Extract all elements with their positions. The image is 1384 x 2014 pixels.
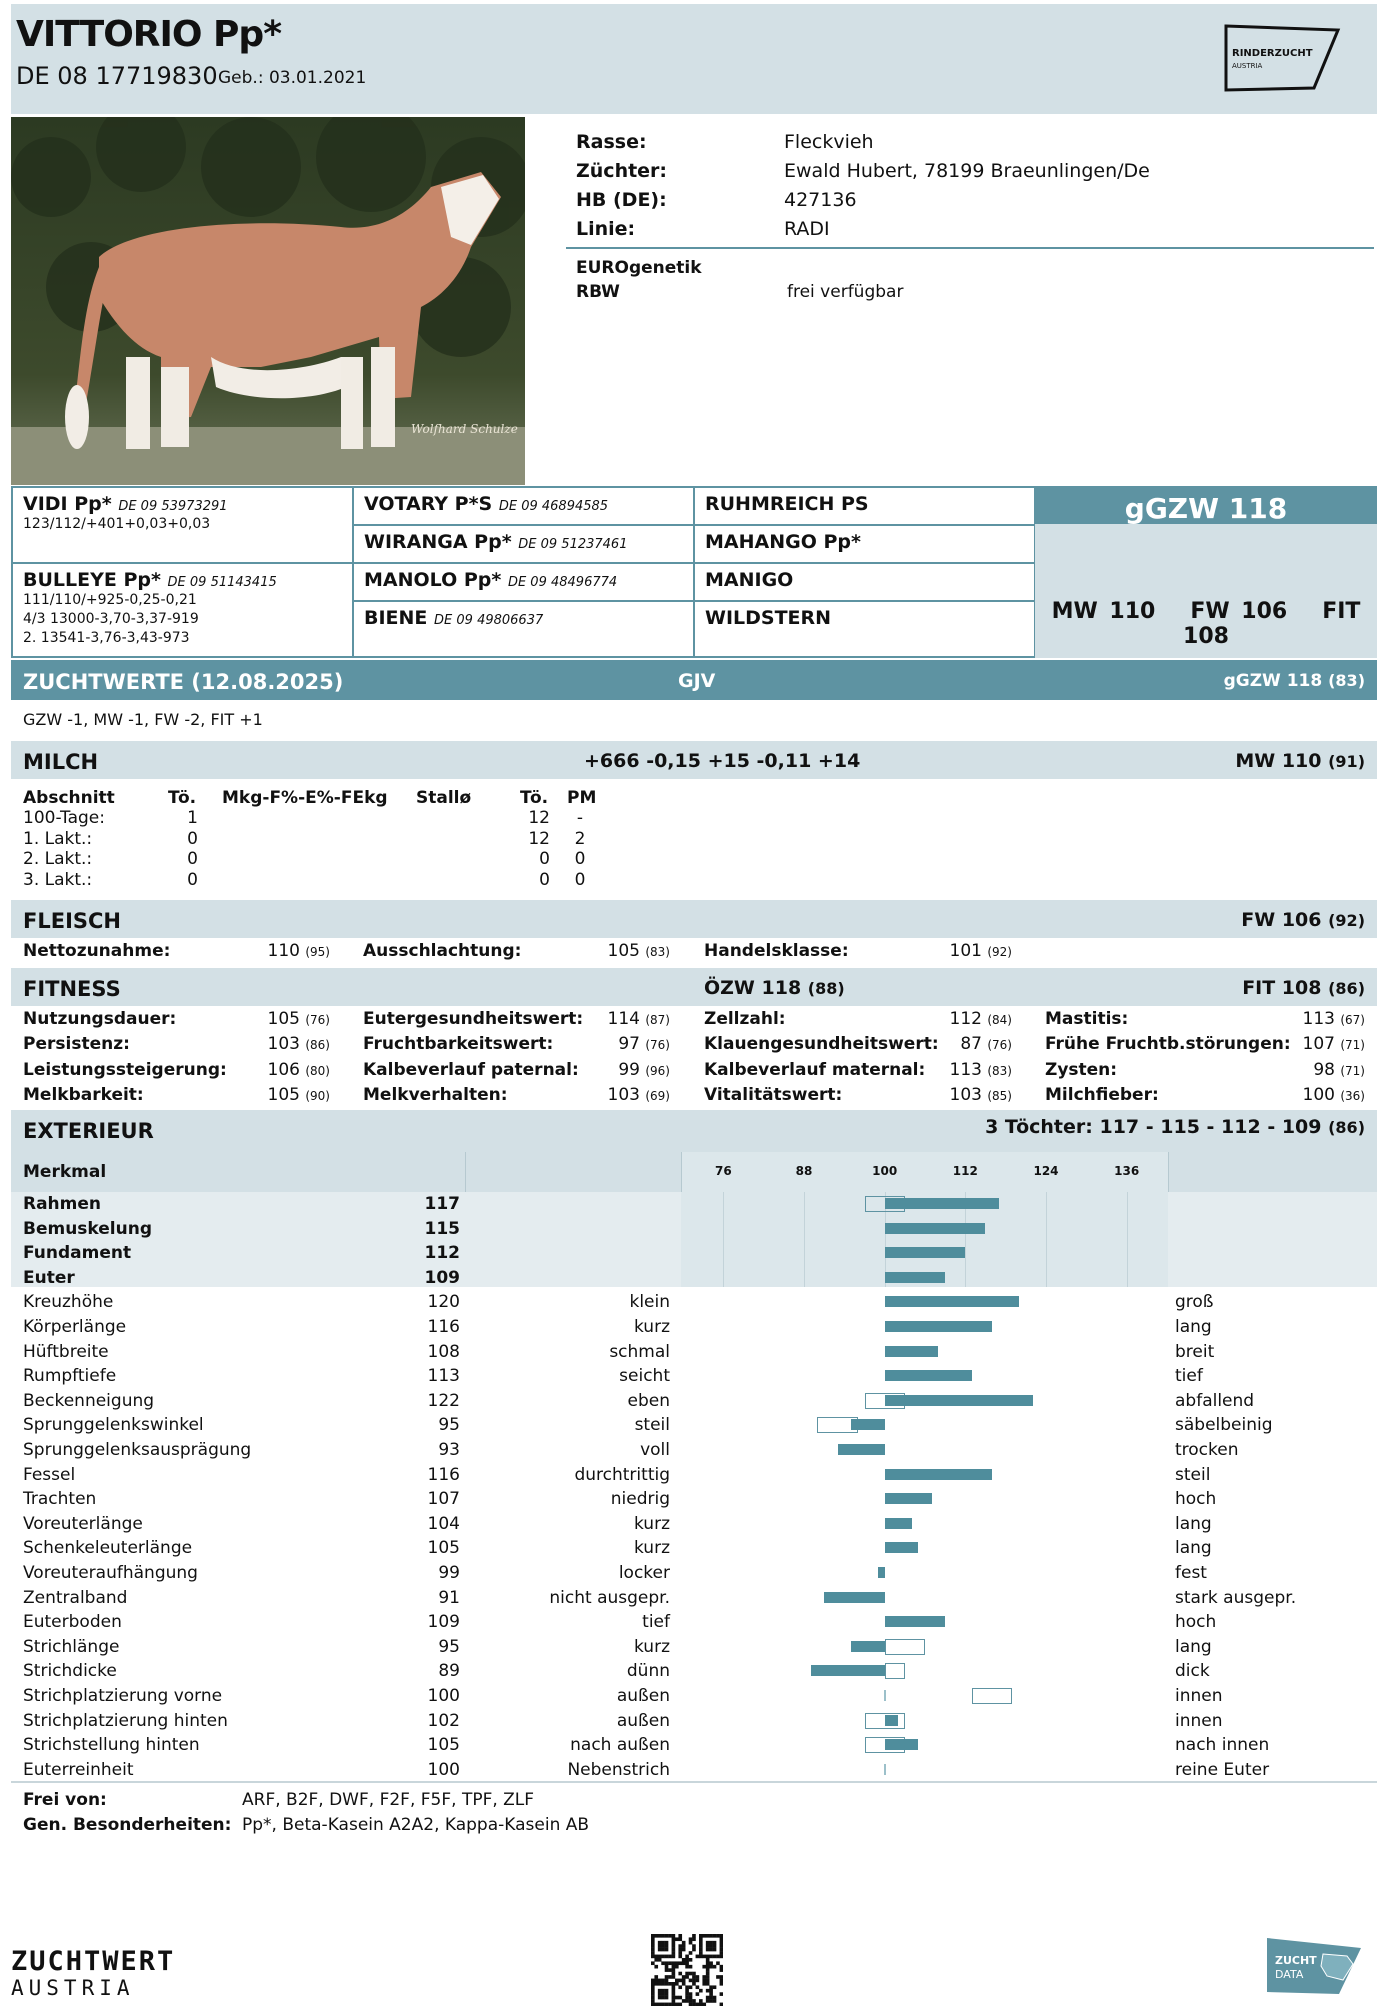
fleisch-value-netto: 110 (95) [267, 941, 330, 961]
trait-high-label: hoch [1175, 1489, 1217, 1510]
info-divider [566, 247, 1374, 249]
fitness-label: Klauengesundheitswert: [704, 1034, 939, 1054]
trait-low-label: außen [616, 1686, 670, 1706]
value-zuechter: Ewald Hubert, 78199 Braeunlingen/De [784, 160, 1150, 182]
milch-row-label: 1. Lakt.: [23, 828, 93, 849]
fitness-value: 103 (85) [949, 1085, 1012, 1105]
trait-low-label: kurz [633, 1317, 670, 1337]
pedigree-sss: RUHMREICH PS [693, 486, 1036, 526]
trait-bar [885, 1346, 939, 1357]
rinderzucht-logo [1222, 22, 1342, 100]
milch-row-toe: 0 [187, 869, 198, 890]
daughter-range-box [885, 1663, 905, 1679]
trait-bar [885, 1469, 993, 1480]
trait-value: 104 [427, 1513, 460, 1534]
ggzw-title: gGZW 118 [1035, 486, 1377, 524]
chart-tick-label: 100 [872, 1164, 898, 1178]
trait-value: 93 [438, 1440, 460, 1460]
index-summary: MW 110 FW 106 FIT 108 [1051, 599, 1361, 649]
birth-date: Geb.: 03.01.2021 [218, 68, 367, 88]
brand-austria: AUSTRIA [11, 1976, 135, 2000]
fitness-label: Zysten: [1045, 1060, 1118, 1080]
svg-text:RINDERZUCHT: RINDERZUCHT [1232, 48, 1313, 59]
trait-name: Strichplatzierung vorne [23, 1686, 223, 1706]
trait-bar [884, 1764, 886, 1775]
trait-high-label: tief [1175, 1366, 1203, 1387]
brand-zuchtwert: ZUCHTWERT [11, 1946, 176, 1977]
frei-label: Frei von: [23, 1790, 107, 1810]
svg-text:ZUCHT: ZUCHT [1275, 1954, 1317, 1967]
org-rbw: RBW [576, 282, 620, 302]
trait-high-label: hoch [1175, 1612, 1217, 1633]
trait-low-label: kurz [633, 1636, 670, 1657]
trait-value: 113 [427, 1366, 460, 1387]
trait-high-label: groß [1175, 1292, 1214, 1313]
trait-high-label: stark ausgepr. [1175, 1587, 1297, 1608]
org-eurogenetik: EUROgenetik [576, 258, 702, 278]
trait-name: Trachten [23, 1489, 97, 1510]
trait-low-label: dünn [626, 1661, 670, 1682]
milch-row-label: 3. Lakt.: [23, 869, 93, 890]
trait-high-label: breit [1175, 1341, 1215, 1362]
fleisch-label-netto: Nettozunahme: [23, 941, 171, 961]
trait-name: Euter [23, 1267, 75, 1288]
trait-high-label: trocken [1175, 1440, 1239, 1460]
trait-low-label: schmal [609, 1341, 670, 1362]
trait-high-label: säbelbeinig [1175, 1415, 1273, 1436]
trait-name: Strichstellung hinten [23, 1735, 200, 1756]
milch-h-abschnitt: Abschnitt [23, 788, 115, 808]
milch-row-pm: - [576, 808, 584, 828]
chart-tick-label: 76 [714, 1164, 732, 1178]
trait-name: Schenkeleuterlänge [23, 1538, 193, 1559]
trait-value: 116 [427, 1317, 460, 1337]
fitness-value: 105 (76) [267, 1009, 330, 1029]
trait-bar [885, 1715, 898, 1726]
pedigree-dam: BULLEYE Pp* DE 09 51143415 111/110/+925-0,25-0,21 4/3 13000-3,70-3,37-919 2. 13541-3,76-3,43-973 [11, 562, 354, 658]
pedigree-sire-sire: VOTARY P*S DE 09 46894585 [352, 486, 695, 526]
fleisch-label-ausschl: Ausschlachtung: [363, 941, 522, 961]
trait-high-label: lang [1175, 1538, 1212, 1559]
trait-value: 100 [427, 1686, 460, 1706]
fitness-value: 106 (80) [267, 1060, 330, 1080]
fitness-value: 87 (76) [960, 1034, 1012, 1054]
fitness-label: Frühe Fruchtb.störungen: [1045, 1034, 1291, 1054]
trait-name: Sprunggelenkswinkel [23, 1415, 204, 1436]
fitness-value: 113 (67) [1302, 1009, 1365, 1029]
pedigree-sds: MAHANGO Pp* [693, 524, 1036, 564]
bull-photo [11, 117, 525, 485]
trait-high-label: lang [1175, 1513, 1212, 1534]
pedigree-dam-sire: MANOLO Pp* DE 09 48496774 [352, 562, 695, 602]
photo-credit: Wolfhard Schulze [411, 422, 518, 436]
fleisch-value-ausschl: 105 (83) [607, 941, 670, 961]
chart-gridline [1046, 1192, 1047, 1287]
milch-row-toe2: 0 [539, 869, 550, 890]
fitness-label: Leistungssteigerung: [23, 1060, 227, 1080]
frei-value: ARF, B2F, DWF, F2F, F5F, TPF, ZLF [242, 1790, 535, 1810]
fitness-value: 114 (87) [607, 1009, 670, 1029]
trait-name: Sprunggelenksausprägung [23, 1440, 252, 1460]
trait-low-label: steil [634, 1415, 670, 1436]
header-sep-3 [1168, 1152, 1169, 1192]
fitness-label: Zellzahl: [704, 1009, 786, 1029]
fitness-label: Melkverhalten: [363, 1085, 508, 1105]
trait-value: 105 [427, 1538, 460, 1559]
trait-high-label: lang [1175, 1636, 1212, 1657]
trait-bar [885, 1395, 1033, 1406]
trait-high-label: innen [1175, 1710, 1223, 1731]
label-rasse: Rasse: [576, 131, 647, 153]
fitness-label: Mastitis: [1045, 1009, 1129, 1029]
trait-name: Kreuzhöhe [23, 1292, 114, 1313]
milch-bar: MILCH +666 -0,15 +15 -0,11 +14 MW 110 (91) [11, 741, 1377, 779]
milch-row-toe2: 0 [539, 849, 550, 869]
milch-row-label: 2. Lakt.: [23, 849, 93, 869]
trait-bar [838, 1444, 885, 1455]
fitness-value: 98 (71) [1313, 1060, 1365, 1080]
trait-bar [884, 1690, 886, 1701]
chart-gridline [1127, 1192, 1128, 1287]
trait-value: 95 [438, 1415, 460, 1436]
fitness-value: 105 (90) [267, 1085, 330, 1105]
trait-value: 122 [427, 1390, 460, 1411]
trait-name: Euterboden [23, 1612, 122, 1633]
label-linie: Linie: [576, 218, 636, 240]
trait-name: Rahmen [23, 1194, 102, 1214]
fitness-value: 100 (36) [1302, 1085, 1365, 1105]
fitness-label: Milchfieber: [1045, 1085, 1159, 1105]
availability: frei verfügbar [787, 282, 904, 302]
trait-low-label: voll [640, 1440, 670, 1460]
trait-low-label: locker [618, 1563, 670, 1583]
value-linie: RADI [784, 218, 830, 240]
fitness-label: Vitalitätswert: [704, 1085, 843, 1105]
trait-name: Fessel [23, 1464, 76, 1485]
fitness-bar: FITNESS ÖZW 118 (88) FIT 108 (86) [11, 968, 1377, 1006]
daughter-range-box [972, 1688, 1012, 1704]
trait-bar [885, 1272, 946, 1283]
trait-name: Fundament [23, 1243, 132, 1264]
trait-low-label: durchtrittig [574, 1464, 670, 1485]
trait-high-label: dick [1175, 1661, 1210, 1682]
value-hb: 427136 [784, 189, 857, 211]
fitness-value: 113 (83) [949, 1060, 1012, 1080]
trait-value: 99 [438, 1563, 460, 1583]
trait-value: 116 [427, 1464, 460, 1485]
pedigree-dss: MANIGO [693, 562, 1036, 602]
milch-row-toe: 0 [187, 828, 198, 849]
gen-label: Gen. Besonderheiten: [23, 1815, 232, 1835]
trait-name: Zentralband [23, 1587, 128, 1608]
milch-row-pm: 2 [574, 828, 586, 849]
milch-row-toe2: 12 [528, 808, 550, 828]
trait-value: 109 [427, 1612, 460, 1633]
trait-bar [878, 1567, 885, 1578]
exterieur-bar: EXTERIEUR 3 Töchter: 117 - 115 - 112 - 109 (86) [11, 1110, 1377, 1152]
svg-text:DATA: DATA [1275, 1968, 1304, 1981]
milch-h-stall: Stallø [416, 788, 472, 808]
trait-low-label: nicht ausgepr. [549, 1587, 670, 1608]
trait-value: 108 [427, 1341, 460, 1362]
trait-high-label: abfallend [1175, 1390, 1255, 1411]
fitness-label: Eutergesundheitswert: [363, 1009, 584, 1029]
trait-high-label: innen [1175, 1686, 1223, 1706]
pedigree-sire: VIDI Pp* DE 09 53973291 123/112/+401+0,03+0,03 [11, 486, 354, 564]
zuchtwerte-bar: ZUCHTWERTE (12.08.2025) GJV gGZW 118 (83) [11, 660, 1377, 700]
trait-bar [885, 1247, 966, 1258]
gen-value: Pp*, Beta-Kasein A2A2, Kappa-Kasein AB [242, 1815, 590, 1835]
label-hb: HB (DE): [576, 189, 667, 211]
qr-code-icon[interactable] [651, 1934, 723, 2010]
trait-name: Rumpftiefe [23, 1366, 117, 1387]
trait-value: 112 [424, 1243, 460, 1264]
trait-bar [885, 1518, 912, 1529]
milch-h-mkg: Mkg-F%-E%-FEkg [222, 788, 388, 808]
fitness-label: Fruchtbarkeitswert: [363, 1034, 554, 1054]
trait-value: 109 [424, 1267, 460, 1288]
fleisch-label-handel: Handelsklasse: [704, 941, 849, 961]
trait-bar [851, 1641, 885, 1652]
trait-name: Strichlänge [23, 1636, 120, 1657]
trait-name: Euterreinheit [23, 1759, 134, 1780]
trait-bar [885, 1370, 972, 1381]
pedigree-sire-dam: WIRANGA Pp* DE 09 51237461 [352, 524, 695, 564]
fitness-label: Kalbeverlauf maternal: [704, 1060, 926, 1080]
milch-row-toe: 1 [187, 808, 198, 828]
trait-low-label: kurz [633, 1538, 670, 1559]
trait-low-label: außen [616, 1710, 670, 1731]
header-sep-1 [465, 1152, 466, 1192]
footer-divider [11, 1781, 1377, 1783]
trait-bar [885, 1739, 919, 1750]
fitness-label: Melkbarkeit: [23, 1085, 144, 1105]
pedigree-dam-dam: BIENE DE 09 49806637 [352, 600, 695, 658]
chart-gridline [723, 1192, 724, 1287]
trait-value: 120 [427, 1292, 460, 1313]
fleisch-value-handel: 101 (92) [949, 941, 1012, 961]
fitness-value: 103 (69) [607, 1085, 670, 1105]
chart-gridline [804, 1192, 805, 1287]
trait-low-label: tief [642, 1612, 670, 1633]
registration-number: DE 08 17719830 [16, 62, 218, 90]
trait-value: 105 [427, 1735, 460, 1756]
trait-value: 91 [438, 1587, 460, 1608]
trait-bar [885, 1542, 919, 1553]
fitness-value: 99 (96) [618, 1060, 670, 1080]
trait-high-label: steil [1175, 1464, 1211, 1485]
trait-high-label: fest [1175, 1563, 1207, 1583]
milch-h-toe2: Tö. [520, 788, 549, 808]
trait-name: Strichplatzierung hinten [23, 1710, 228, 1731]
milch-row-toe: 0 [187, 849, 198, 869]
fitness-label: Kalbeverlauf paternal: [363, 1060, 579, 1080]
trait-high-label: reine Euter [1175, 1759, 1270, 1780]
trait-value: 100 [427, 1759, 460, 1780]
fitness-value: 107 (71) [1302, 1034, 1365, 1054]
value-rasse: Fleckvieh [784, 131, 874, 153]
trait-name: Hüftbreite [23, 1341, 109, 1362]
trait-bar [824, 1592, 885, 1603]
chart-tick-label: 112 [952, 1164, 978, 1178]
trait-low-label: niedrig [610, 1489, 670, 1510]
trait-value: 102 [427, 1710, 460, 1731]
daughter-range-box [885, 1639, 925, 1655]
trait-bar [885, 1223, 986, 1234]
label-zuechter: Züchter: [576, 160, 668, 182]
trait-name: Körperlänge [23, 1317, 127, 1337]
trait-high-label: nach innen [1175, 1735, 1270, 1756]
trait-low-label: klein [629, 1292, 670, 1313]
header-sep-2 [681, 1152, 682, 1192]
trait-bar [885, 1198, 999, 1209]
trait-high-label: lang [1175, 1317, 1212, 1337]
milch-row-pm: 0 [574, 869, 586, 890]
trait-name: Bemuskelung [23, 1218, 153, 1239]
zucht-data-logo [1265, 1934, 1363, 2000]
trait-value: 117 [424, 1194, 460, 1214]
svg-text:AUSTRIA: AUSTRIA [1232, 62, 1263, 70]
trait-low-label: eben [627, 1390, 670, 1411]
fitness-value: 112 (84) [949, 1009, 1012, 1029]
trait-bar [885, 1296, 1019, 1307]
trait-name: Voreuterlänge [23, 1513, 143, 1534]
trait-low-label: nach außen [570, 1735, 670, 1756]
exterieur-col-merkmal: Merkmal [23, 1162, 107, 1182]
milch-h-toe: Tö. [168, 788, 197, 808]
fitness-label: Persistenz: [23, 1034, 130, 1054]
trait-bar [885, 1616, 946, 1627]
bull-name: VITTORIO Pp* [16, 14, 282, 55]
trait-value: 107 [427, 1489, 460, 1510]
trait-low-label: Nebenstrich [567, 1759, 670, 1780]
trait-value: 115 [424, 1218, 460, 1239]
fitness-label: Nutzungsdauer: [23, 1009, 177, 1029]
zw-change-note: GZW -1, MW -1, FW -2, FIT +1 [23, 710, 263, 729]
trait-value: 95 [438, 1636, 460, 1657]
trait-name: Voreuteraufhängung [23, 1563, 198, 1583]
pedigree-dds: WILDSTERN [693, 600, 1036, 658]
chart-tick-label: 124 [1033, 1164, 1059, 1178]
trait-bar [811, 1665, 885, 1676]
trait-bar [885, 1321, 993, 1332]
milch-h-pm: PM [567, 788, 597, 808]
pedigree [11, 486, 1034, 658]
fitness-value: 103 (86) [267, 1034, 330, 1054]
trait-bar [851, 1419, 885, 1430]
trait-low-label: kurz [633, 1513, 670, 1534]
chart-tick-label: 88 [795, 1164, 813, 1178]
trait-low-label: seicht [619, 1366, 670, 1387]
milch-row-pm: 0 [574, 849, 586, 869]
fleisch-bar: FLEISCH FW 106 (92) [11, 900, 1377, 938]
trait-bar [885, 1493, 932, 1504]
trait-name: Strichdicke [23, 1661, 117, 1682]
fleisch-row [11, 938, 1377, 968]
trait-value: 89 [438, 1661, 460, 1682]
trait-name: Beckenneigung [23, 1390, 155, 1411]
chart-axis-band [681, 1152, 1168, 1287]
chart-tick-label: 136 [1114, 1164, 1140, 1178]
fitness-value: 97 (76) [618, 1034, 670, 1054]
milch-row-toe2: 12 [528, 828, 550, 849]
milch-row-label: 100-Tage: [23, 808, 105, 828]
